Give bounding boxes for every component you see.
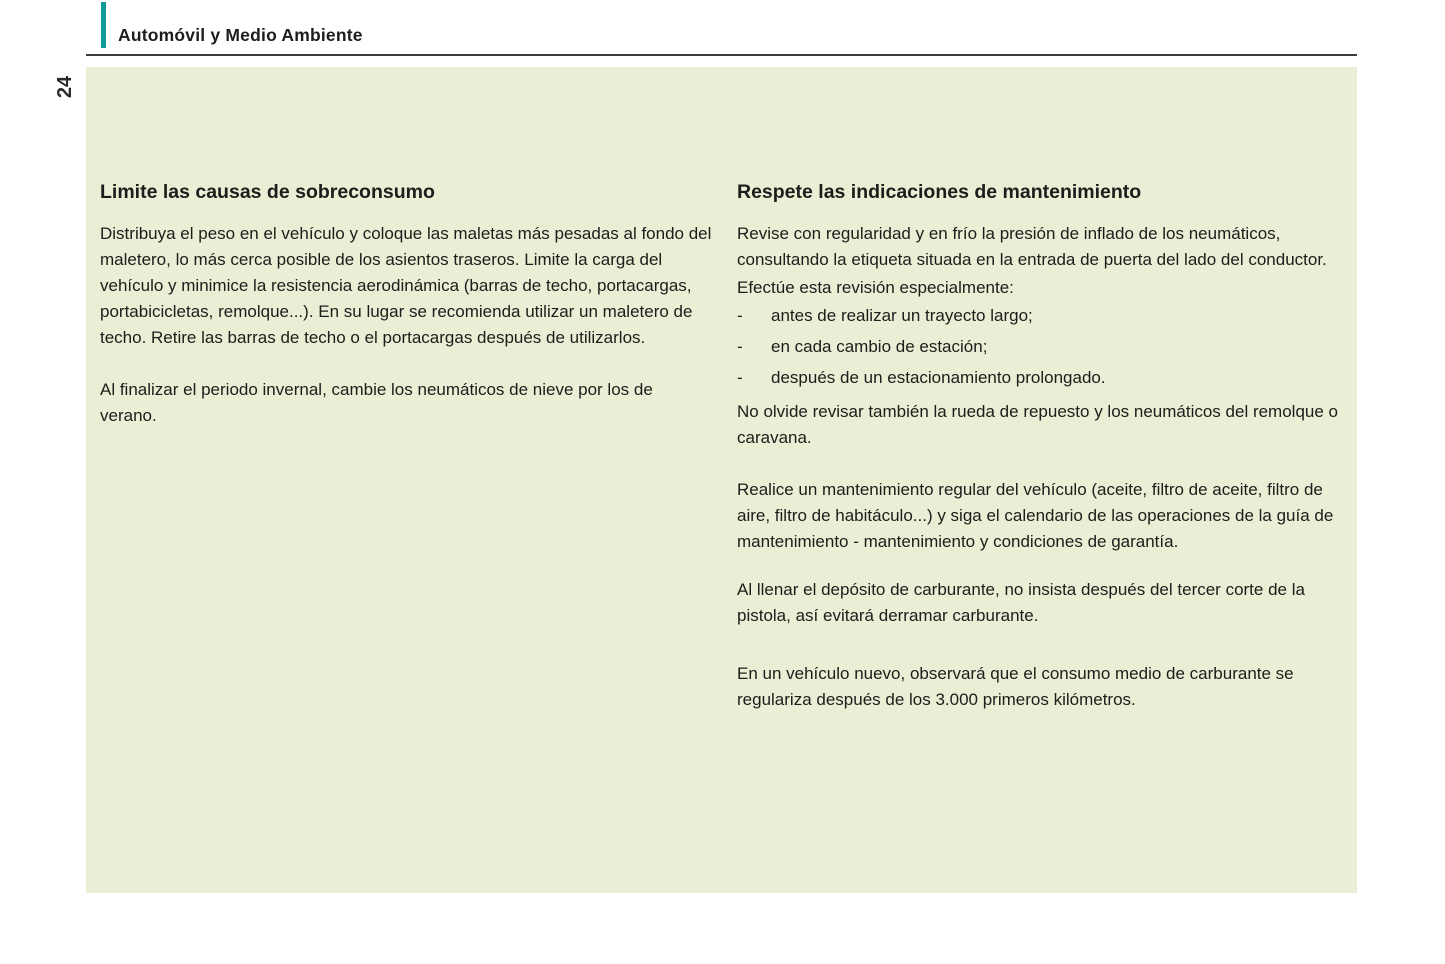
list-item [737, 303, 1353, 329]
content-panel [86, 67, 1357, 893]
header-divider [86, 54, 1357, 56]
right-column-heading: Respete las indicaciones de mantenimiento [737, 181, 1142, 203]
page-header-title: Automóvil y Medio Ambiente [118, 25, 363, 45]
maintenance-check-list [737, 303, 1353, 391]
list-item-text: después de un estacionamiento prolongado. [771, 368, 1106, 387]
dash-bullet: - [737, 337, 743, 356]
paragraph-left-2: Al finalizar el periodo invernal, cambie los neumáticos de nieve por los de verano. [100, 380, 653, 425]
list-item-text: en cada cambio de estación; [771, 337, 988, 356]
dash-bullet: - [737, 306, 743, 325]
paragraph-right-4: Realice un mantenimiento regular del vehículo (aceite, filtro de aceite, filtro de aire, filtro de habitáculo...) y siga el calendario de las operaciones de la guía de mantenimiento - mantenimiento y condiciones de garantía. [737, 480, 1334, 551]
paragraph-right-2: Efectúe esta revisión especialmente: [737, 278, 1014, 297]
paragraph-left-1: Distribuya el peso en el vehículo y coloque las maletas más pesadas al fondo del maletero, lo más cerca posible de los asientos traseros. Limite la carga del vehículo y minimice la resistencia aerodinámica (barras de techo, portacargas, portabicicletas, remolque...). En su lugar se recomienda utilizar un maletero de techo. Retire las barras de techo o el portacargas después de utilizarlos. [100, 224, 712, 347]
left-column-heading: Limite las causas de sobreconsumo [100, 181, 435, 203]
list-item [737, 365, 1353, 391]
left-column [100, 180, 712, 445]
list-item [737, 334, 1353, 360]
paragraph-right-1: Revise con regularidad y en frío la presión de inflado de los neumáticos, consultando la etiqueta situada en la entrada de puerta del lado del conductor. [737, 224, 1327, 269]
dash-bullet: - [737, 368, 743, 387]
right-column [737, 180, 1353, 729]
page-number: 24 [53, 75, 76, 99]
paragraph-right-3: No olvide revisar también la rueda de repuesto y los neumáticos del remolque o caravana. [737, 402, 1338, 447]
paragraph-right-6: En un vehículo nuevo, observará que el consumo medio de carburante se regulariza después de los 3.000 primeros kilómetros. [737, 664, 1294, 709]
header-accent-bar [101, 2, 106, 48]
list-item-text: antes de realizar un trayecto largo; [771, 306, 1033, 325]
paragraph-right-5: Al llenar el depósito de carburante, no insista después del tercer corte de la pistola, así evitará derramar carburante. [737, 580, 1305, 625]
